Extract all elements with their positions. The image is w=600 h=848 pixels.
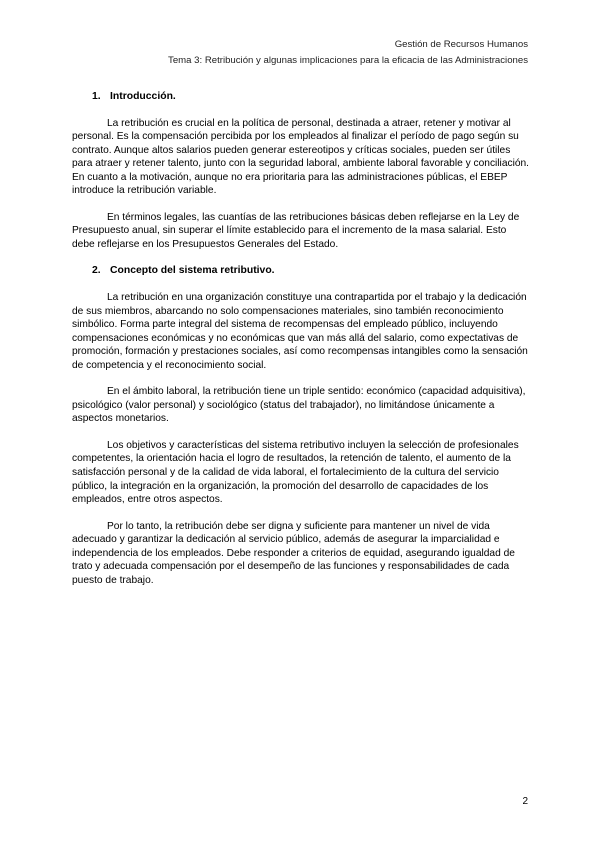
- paragraph: La retribución es crucial en la política de personal, destinada a atraer, retener y motivar al personal. Es la compensación percibida por los empleados al finalizar el período de pago según su contrato. Aunque altos salarios pueden generar estereotipos y críticas sociales, pueden ser útiles para atraer y retener talento, junto con la seguridad laboral, ambiente laboral favorable y conciliación. En cuanto a la motivación, aunque no era prioritaria para las administraciones públicas, el EBEP introduce la retribución variable.: [72, 117, 530, 197]
- paragraph: La retribución en una organización constituye una contrapartida por el trabajo y la dedicación de sus miembros, abarcando no solo compensaciones materiales, sino también reconocimiento simbólico. Forma parte integral del sistema de recompensas del empleado público, incluyendo compensaciones económicas y no económicas que van más allá del salario, como expectativas de promoción, formación y prestaciones sociales, así como recompensas intangibles como la sensación de competencia y el reconocimiento social.: [72, 292, 528, 371]
- paragraph: En términos legales, las cuantías de las retribuciones básicas deben reflejarse en la Ley de Presupuesto anual, sin superar el límite establecido para el incremento de la masa salarial. Esto debe reflejarse en los Presupuestos Generales del Estado.: [72, 211, 520, 250]
- paragraph: Los objetivos y características del sistema retributivo incluyen la selección de profesionales competentes, la orientación hacia el logro de resultados, la retención de talento, el aumento de la satisfacción personal y de la calidad de vida laboral, el fortalecimiento de la cultura del servicio público, la integración en la organización, la promoción del desarrollo de capacidades de los empleados, entre otros aspectos.: [72, 439, 519, 506]
- paragraph: Por lo tanto, la retribución debe ser digna y suficiente para mantener un nivel de vida adecuado y garantizar la dedicación al servicio público, además de asegurar la imparcialidad e independencia de los empleados. Debe responder a criterios de equidad, asegurando igualdad de trato y adecuada compensación por el desempeño de las funciones y responsabilidades de cada puesto de trabajo.: [72, 520, 515, 586]
- page-header: [168, 37, 528, 69]
- section-heading-introduccion: [92, 90, 530, 104]
- section-title: Concepto del sistema retributivo.: [110, 265, 275, 277]
- section-number: 1.: [92, 91, 101, 102]
- section-heading-concepto: [92, 264, 530, 278]
- paragraph: En el ámbito laboral, la retribución tiene un triple sentido: económico (capacidad adquisitiva), psicológico (valor personal) y sociológico (status del trabajador), no limitándose únicamente a aspectos monetarios.: [72, 386, 526, 425]
- header-course-title: Gestión de Recursos Humanos: [394, 39, 528, 50]
- page-number: 2: [522, 796, 528, 807]
- section-number: 2.: [92, 265, 101, 277]
- document-body: [72, 90, 530, 600]
- section-title: Introducción.: [110, 91, 176, 102]
- header-topic-title: Tema 3: Retribución y algunas implicaciones para la eficacia de las Administraciones: [168, 55, 528, 66]
